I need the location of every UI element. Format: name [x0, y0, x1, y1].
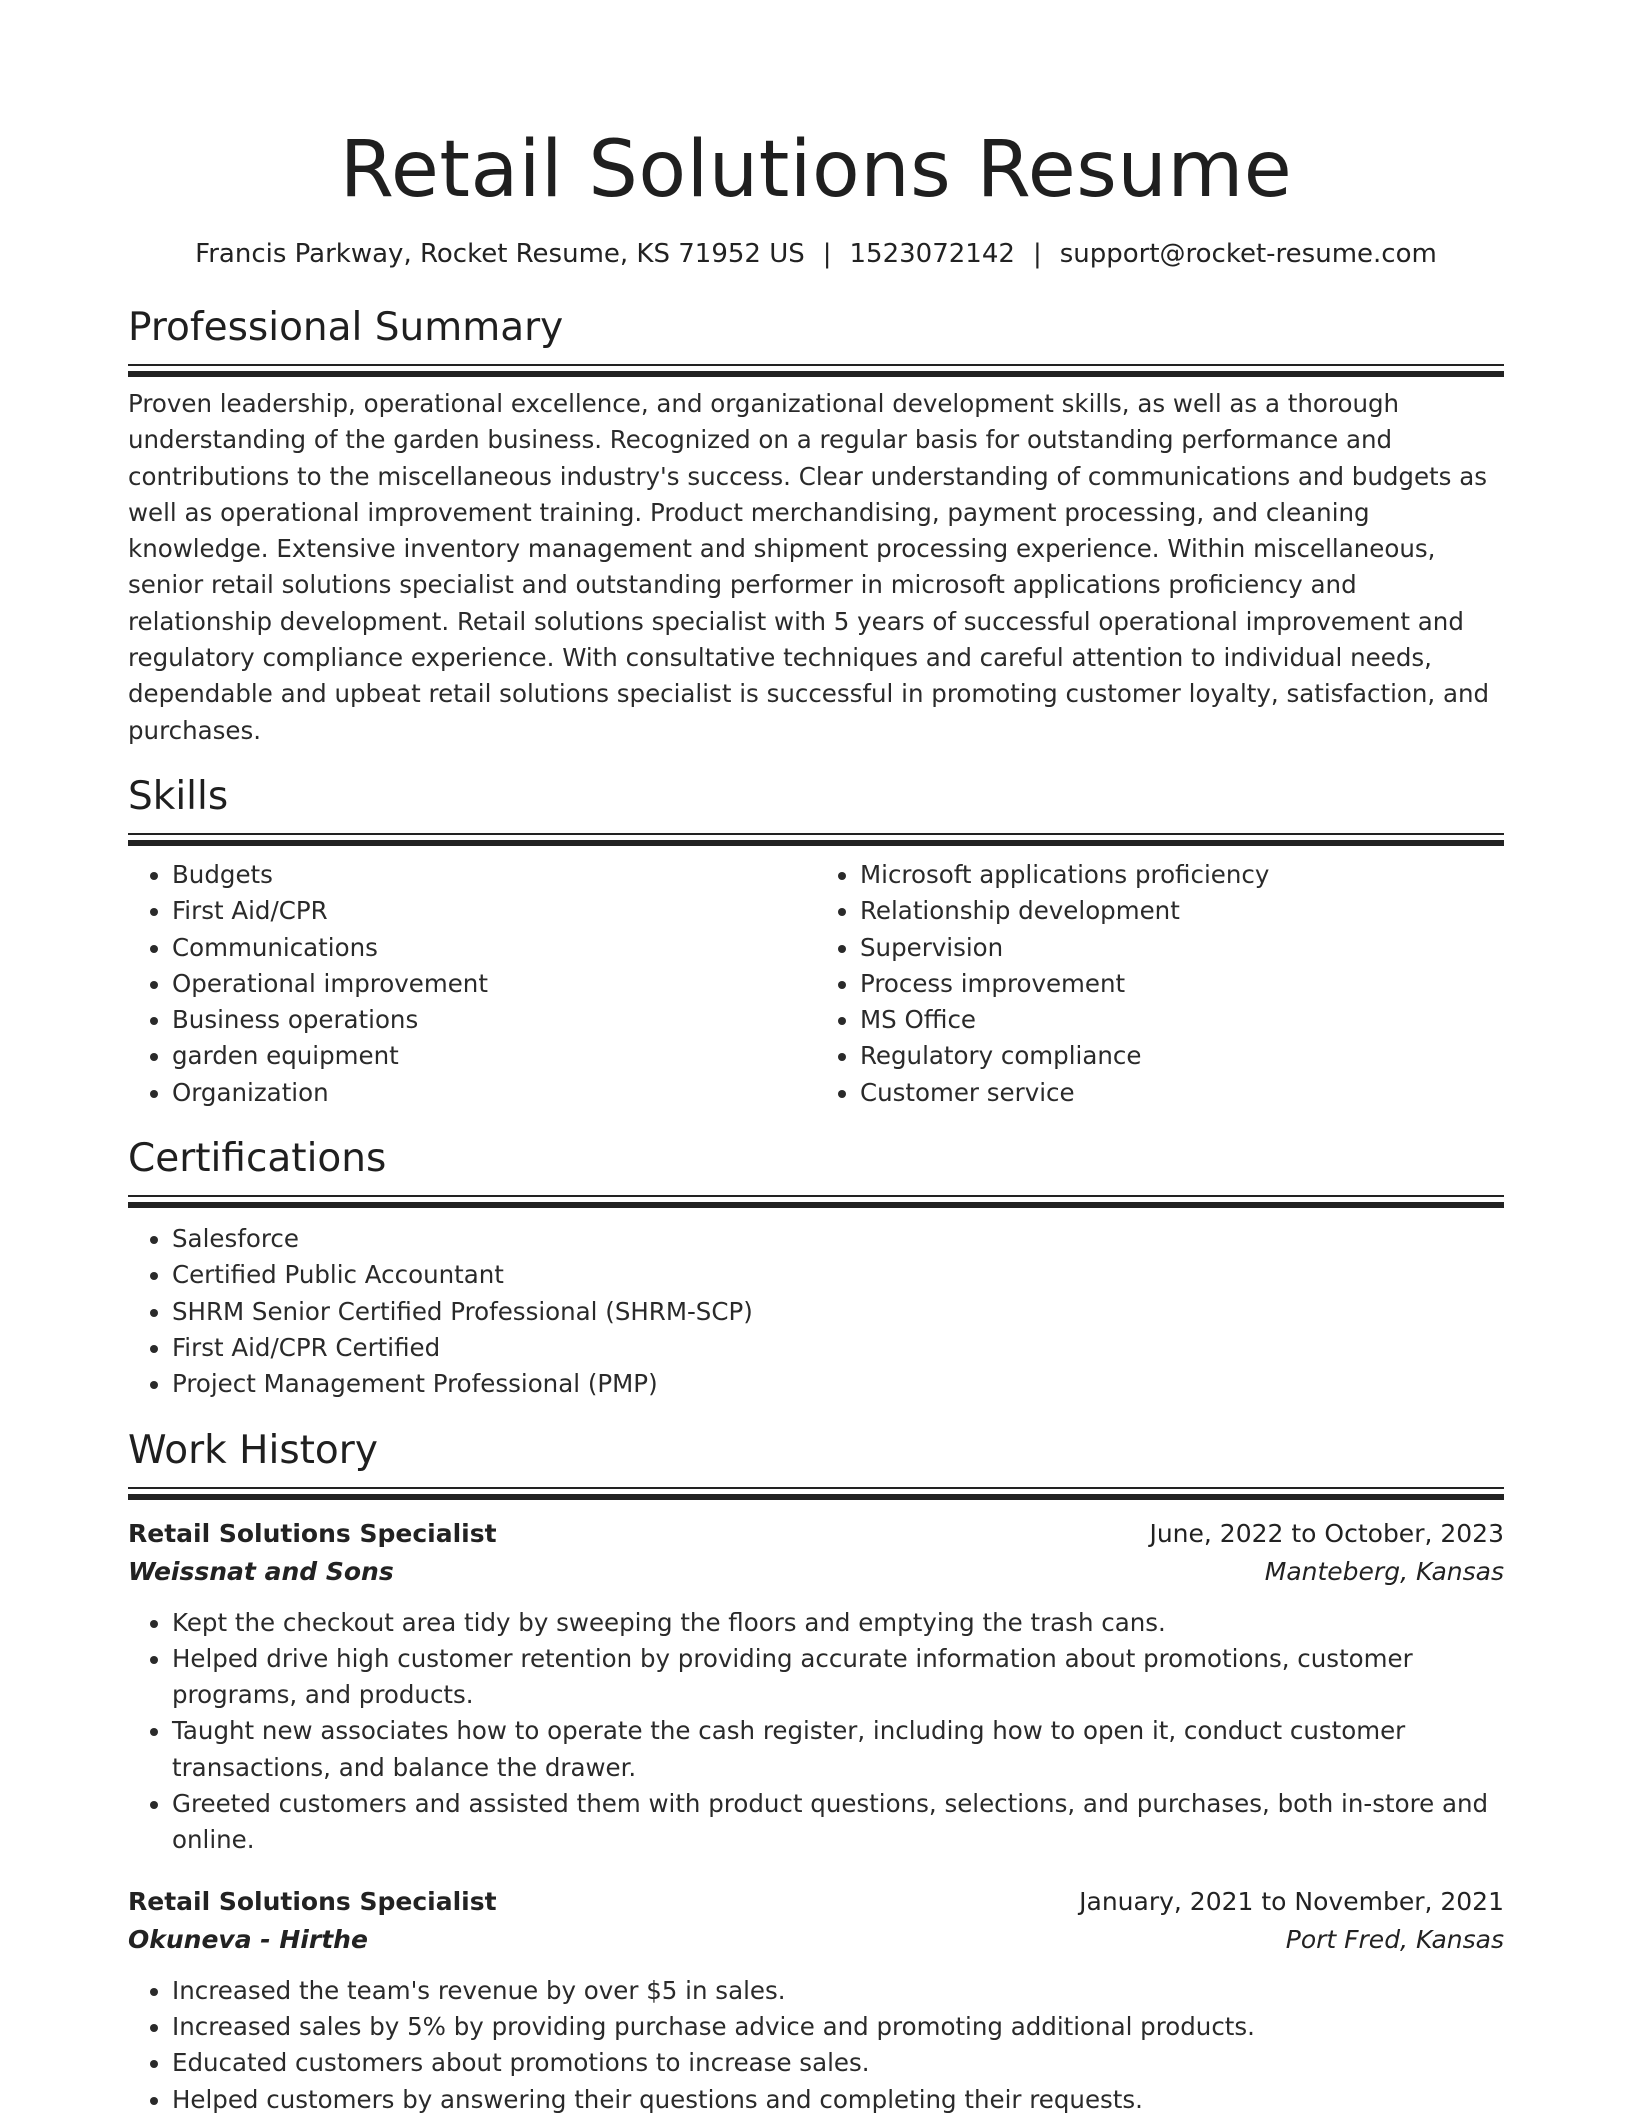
certification-item: • Project Management Professional (PMP) — [172, 1366, 1504, 1402]
job-entry — [128, 1883, 1504, 2118]
contact-address: Francis Parkway, Rocket Resume, KS 71952 US — [195, 239, 805, 269]
job-dates: January, 2021 to November, 2021 — [1079, 1886, 1504, 1916]
resume-title: Retail Solutions Resume — [339, 125, 1293, 215]
skill-item: • Operational improvement — [172, 966, 816, 1002]
job-duty-item: • Helped drive high customer retention by providing accurate information about promotions, customer programs, and products. — [172, 1641, 1504, 1714]
summary-section — [128, 304, 1504, 749]
resume-page — [128, 0, 1504, 2118]
skill-item: • Relationship development — [860, 893, 1504, 929]
section-divider — [128, 1195, 1504, 1209]
contact-separator: | — [822, 239, 832, 269]
skill-item: • garden equipment — [172, 1038, 816, 1074]
contact-phone: 1523072142 — [849, 239, 1015, 269]
skills-columns — [128, 857, 1504, 1111]
skill-item: • First Aid/CPR — [172, 893, 816, 929]
skills-list-left — [128, 857, 816, 1111]
skills-section — [128, 773, 1504, 1111]
job-duties — [128, 1605, 1504, 1859]
skill-item: • MS Office — [860, 1002, 1504, 1038]
job-duty-item: • Helped customers by answering their questions and completing their requests. — [172, 2082, 1504, 2118]
job-duty-item: • Educated customers about promotions to increase sales. — [172, 2045, 1504, 2081]
contact-separator: | — [1032, 239, 1042, 269]
job-title: Retail Solutions Specialist — [128, 1518, 497, 1548]
job-company: Weissnat and Sons — [128, 1556, 394, 1586]
job-header — [128, 1883, 1504, 1921]
certification-item: • Certified Public Accountant — [172, 1257, 1504, 1293]
certification-item: • SHRM Senior Certified Professional (SHRM-SCP) — [172, 1294, 1504, 1330]
certification-item: • Salesforce — [172, 1221, 1504, 1257]
section-heading-skills: Skills — [128, 773, 229, 819]
contact-line — [128, 238, 1504, 270]
skill-item: • Customer service — [860, 1075, 1504, 1111]
summary-text: Proven leadership, operational excellence, and organizational development skills, as well as a thorough understanding of the garden business. Recognized on a regular basis for outstanding performance and contributions to the miscellaneous industry's success. Clear understanding of communications and budgets as well as operational improvement training. Product merchandising, payment processing, and cleaning knowledge. Extensive inventory management and shipment processing experience. Within miscellaneous, senior retail solutions specialist and outstanding performer in microsoft applications proficiency and relationship development. Retail solutions specialist with 5 years of successful operational improvement and regulatory compliance experience. With consultative techniques and careful attention to individual needs, dependable and upbeat retail solutions specialist is successful in promoting customer loyalty, satisfaction, and purchases. — [128, 389, 1490, 745]
job-duties — [128, 1973, 1504, 2118]
job-subheader — [128, 1921, 1504, 1959]
section-divider — [128, 833, 1504, 847]
skill-item: • Process improvement — [860, 966, 1504, 1002]
certifications-list — [128, 1221, 1504, 1402]
job-location: Manteberg, Kansas — [1264, 1556, 1504, 1586]
job-dates: June, 2022 to October, 2023 — [1149, 1518, 1504, 1548]
section-heading-certifications: Certifications — [128, 1136, 387, 1182]
job-duty-item: • Increased sales by 5% by providing purchase advice and promoting additional products. — [172, 2009, 1504, 2045]
job-duty-item: • Increased the team's revenue by over $5 in sales. — [172, 1973, 1504, 2009]
skill-item: • Regulatory compliance — [860, 1038, 1504, 1074]
job-entry — [128, 1515, 1504, 1859]
skills-list-right — [816, 857, 1504, 1111]
job-company: Okuneva - Hirthe — [128, 1924, 368, 1954]
section-heading-summary: Professional Summary — [128, 305, 564, 350]
contact-email: support@rocket-resume.com — [1059, 239, 1437, 269]
job-duty-item: • Taught new associates how to operate the cash register, including how to open it, conduct customer transactions, and balance the drawer. — [172, 1713, 1504, 1786]
job-location: Port Fred, Kansas — [1285, 1924, 1504, 1954]
job-duty-item: • Kept the checkout area tidy by sweeping the floors and emptying the trash cans. — [172, 1605, 1504, 1641]
skill-item: • Organization — [172, 1075, 816, 1111]
certification-item: • First Aid/CPR Certified — [172, 1330, 1504, 1366]
job-title: Retail Solutions Specialist — [128, 1886, 497, 1916]
work-history-section — [128, 1427, 1504, 2118]
section-divider — [128, 1487, 1504, 1501]
skill-item: • Business operations — [172, 1002, 816, 1038]
skill-item: • Supervision — [860, 930, 1504, 966]
job-header — [128, 1515, 1504, 1553]
section-divider — [128, 364, 1504, 378]
job-duty-item: • Greeted customers and assisted them with product questions, selections, and purchases, both in-store and online. — [172, 1786, 1504, 1859]
section-heading-work-history: Work History — [128, 1427, 378, 1473]
skill-item: • Microsoft applications proficiency — [860, 857, 1504, 893]
job-subheader — [128, 1553, 1504, 1591]
skill-item: • Communications — [172, 930, 816, 966]
skill-item: • Budgets — [172, 857, 816, 893]
certifications-section — [128, 1135, 1504, 1402]
